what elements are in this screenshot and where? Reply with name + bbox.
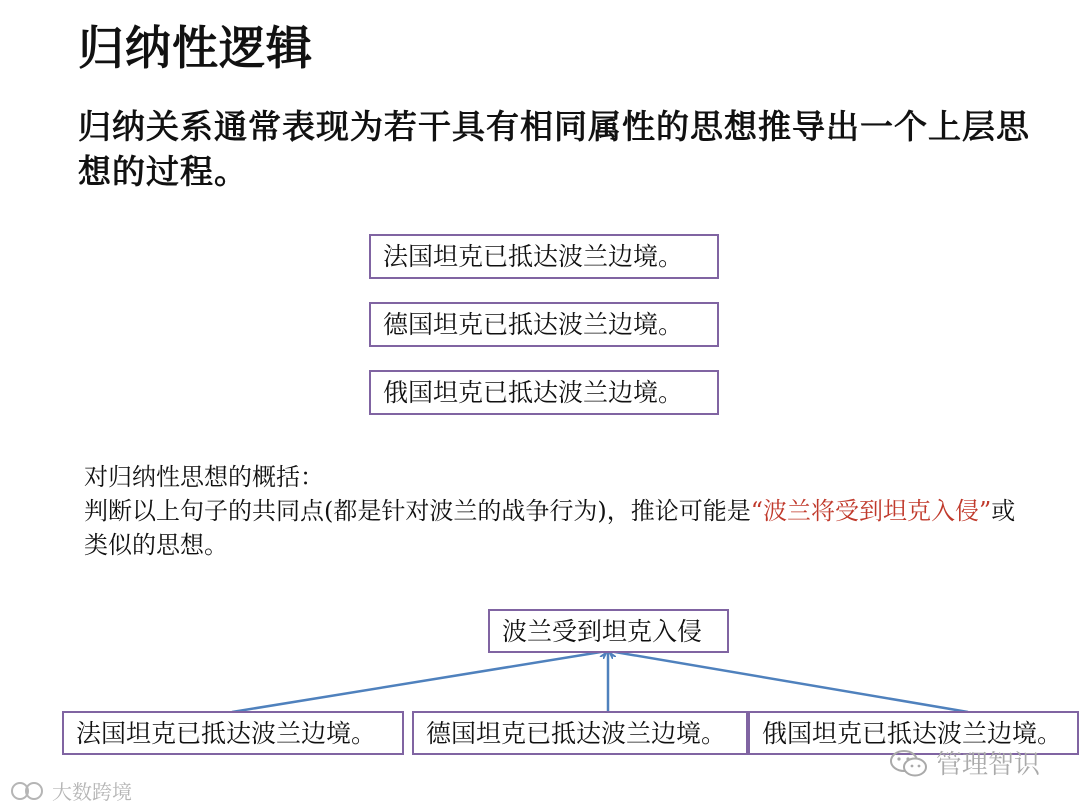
watermark-left <box>10 776 132 805</box>
premise-box-germany: 德国坦克已抵达波兰边境。 <box>369 302 719 347</box>
wechat-icon <box>888 747 928 779</box>
watermark-right-text: 管理智识 <box>936 750 1041 780</box>
watermark-right <box>888 744 1040 781</box>
summary-reasoning: 判断以上句子的共同点(都是针对波兰的战争行为)，推论可能是 <box>84 497 751 525</box>
page-title: 归纳性逻辑 <box>78 21 313 75</box>
premise-box-russia: 俄国坦克已抵达波兰边境。 <box>369 370 719 415</box>
summary-highlight: “波兰将受到坦克入侵” <box>750 497 992 525</box>
arrow-left <box>232 651 607 712</box>
summary-heading: 对归纳性思想的概括： <box>84 463 324 491</box>
diagram-premise-france: 法国坦克已抵达波兰边境。 <box>62 711 404 755</box>
arrow-right <box>609 651 968 712</box>
watermark-left-text: 大数跨境 <box>52 780 132 804</box>
watermark-logo-icon <box>10 779 46 803</box>
intro-text: 归纳关系通常表现为若干具有相同属性的思想推导出一个上层思想的过程。 <box>78 107 1030 191</box>
summary-suffix: 或类似的思想。 <box>84 497 1016 559</box>
conclusion-box: 波兰受到坦克入侵 <box>488 609 729 653</box>
diagram-premise-russia: 俄国坦克已抵达波兰边境。 <box>748 711 1079 755</box>
diagram-premise-germany: 德国坦克已抵达波兰边境。 <box>412 711 748 755</box>
premise-box-france: 法国坦克已抵达波兰边境。 <box>369 234 719 279</box>
